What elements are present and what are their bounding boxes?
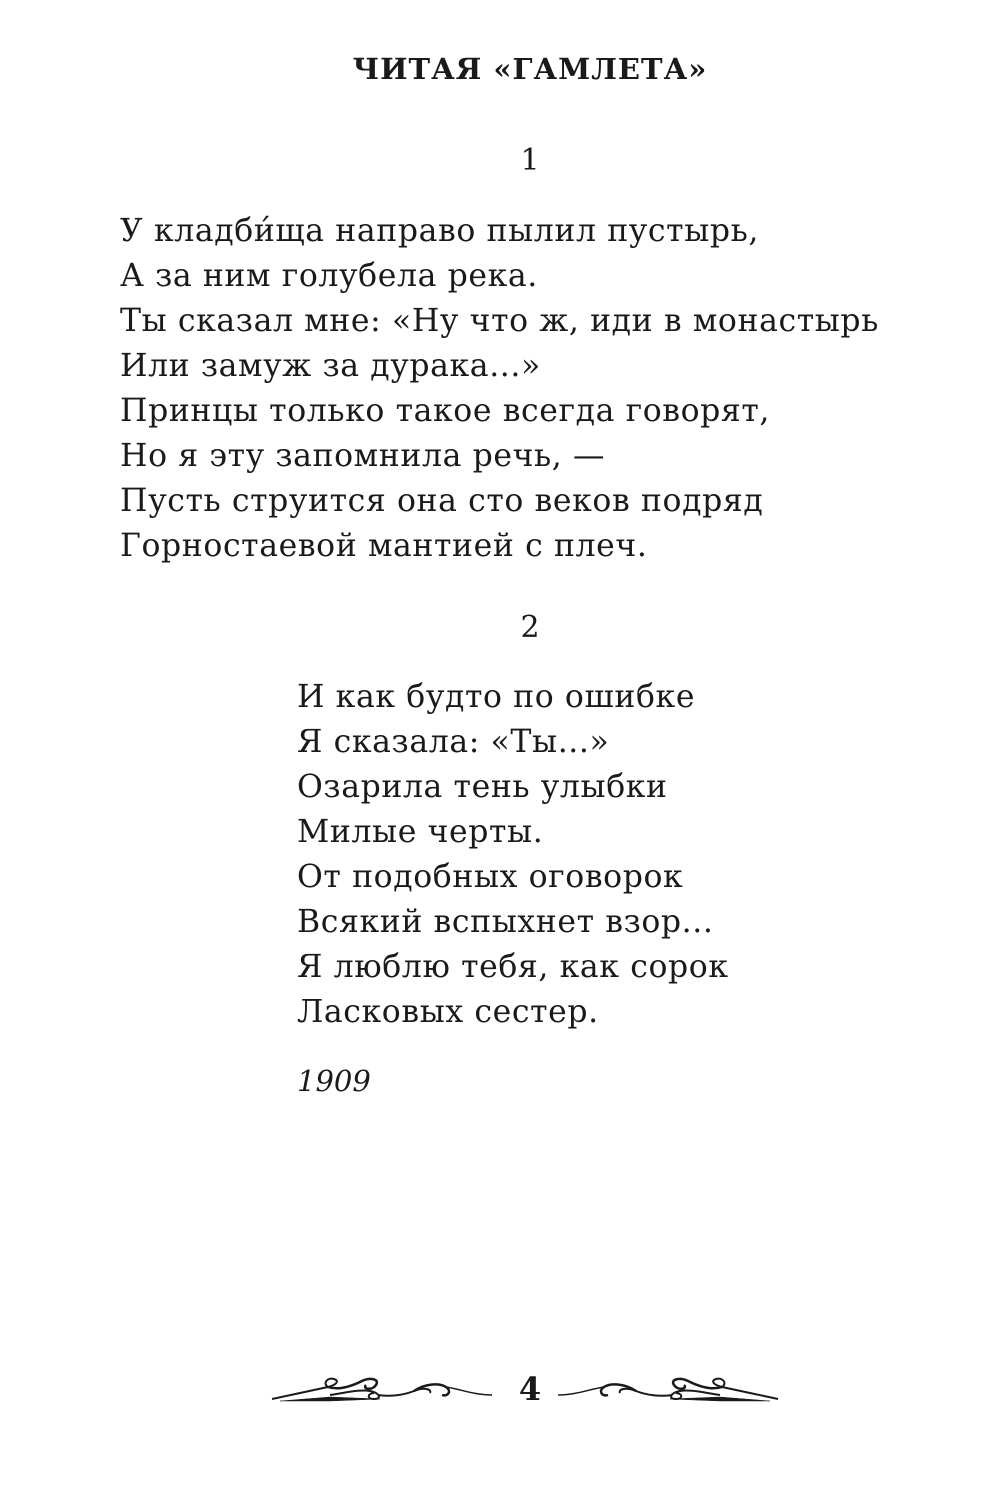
poem-line: Я люблю тебя, как сорок <box>297 949 729 985</box>
poem-line: Горностаевой мантией с плеч. <box>120 528 648 564</box>
poem-line: Всякий вспыхнет взор... <box>297 904 714 940</box>
poem-line: У кладби́ща направо пылил пустырь, <box>120 213 760 249</box>
poem-line: А за ним голубела река. <box>120 258 538 294</box>
poem-line: И как будто по ошибке <box>297 679 696 715</box>
poem-line: Ласковых сестер. <box>297 994 599 1030</box>
poem-date: 1909 <box>297 1064 371 1098</box>
poem-line: От подобных оговорок <box>297 859 684 895</box>
section-number-2: 2 <box>520 610 540 645</box>
stanza-1 <box>120 209 879 569</box>
page-number: 4 <box>518 1370 542 1408</box>
poem-line: Милые черты. <box>297 814 544 850</box>
poem-title: ЧИТАЯ «ГАМЛЕТА» <box>352 52 708 86</box>
poem-line: Я сказала: «Ты...» <box>297 724 610 760</box>
stanza-2 <box>297 675 729 1035</box>
poem-line: Ты сказал мне: «Ну что ж, иди в монастырь <box>120 303 879 339</box>
section-number-1: 1 <box>520 143 540 178</box>
poem-line: Озарила тень улыбки <box>297 769 668 805</box>
poem-line: Принцы только такое всегда говорят, <box>120 393 771 429</box>
poem-line: Пусть струится она сто веков подряд <box>120 483 764 519</box>
poem-line: Или замуж за дурака...» <box>120 348 541 384</box>
poem-line: Но я эту запомнила речь, — <box>120 438 606 474</box>
